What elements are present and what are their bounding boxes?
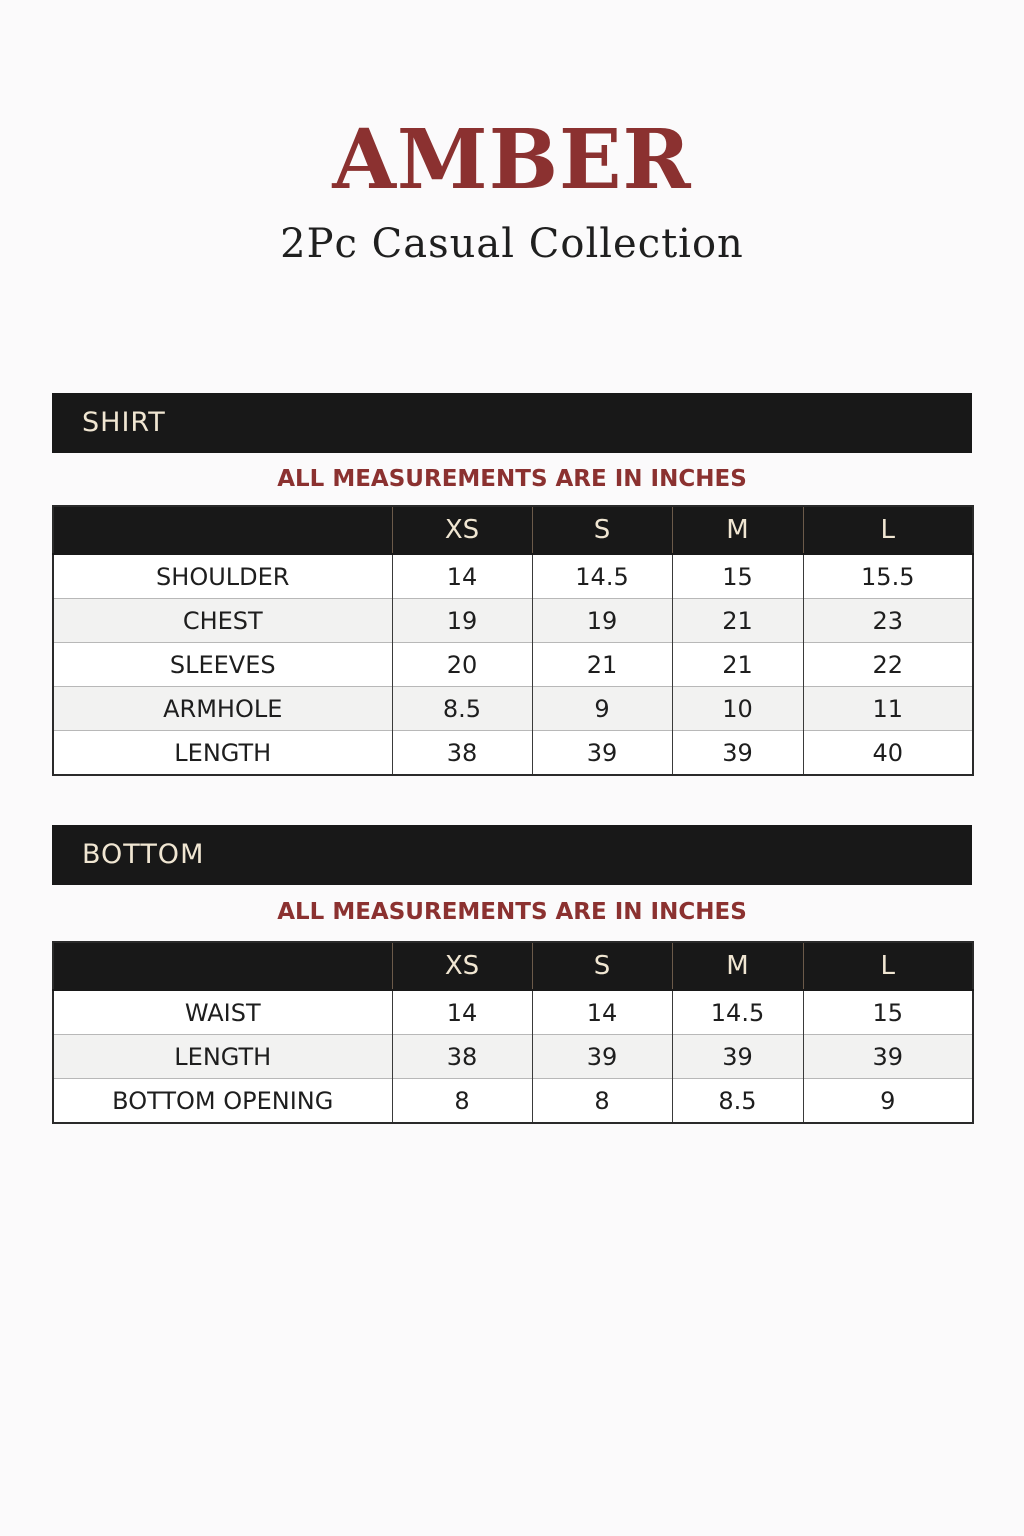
row-label: SHOULDER xyxy=(53,554,392,599)
cell-value: 15 xyxy=(803,990,973,1035)
header-cell-l: L xyxy=(803,506,973,554)
collection-subtitle: 2Pc Casual Collection xyxy=(280,221,744,267)
cell-value: 20 xyxy=(392,643,532,687)
table-header-row xyxy=(53,942,973,990)
bottom-unit-note: ALL MEASUREMENTS ARE IN INCHES xyxy=(277,899,747,925)
cell-value: 11 xyxy=(803,687,973,731)
table-row xyxy=(53,643,973,687)
cell-value: 8 xyxy=(532,1079,672,1124)
row-label: CHEST xyxy=(53,599,392,643)
cell-value: 14 xyxy=(392,554,532,599)
cell-value: 22 xyxy=(803,643,973,687)
shirt-size-table xyxy=(52,505,974,776)
shirt-section-bar xyxy=(52,393,972,453)
row-label: BOTTOM OPENING xyxy=(53,1079,392,1124)
row-label: SLEEVES xyxy=(53,643,392,687)
cell-value: 8.5 xyxy=(392,687,532,731)
cell-value: 14 xyxy=(392,990,532,1035)
cell-value: 9 xyxy=(532,687,672,731)
table-row xyxy=(53,599,973,643)
cell-value: 9 xyxy=(803,1079,973,1124)
shirt-unit-note: ALL MEASUREMENTS ARE IN INCHES xyxy=(277,466,747,492)
table-row xyxy=(53,1035,973,1079)
cell-value: 38 xyxy=(392,731,532,776)
table-row xyxy=(53,990,973,1035)
header-cell-s: S xyxy=(532,942,672,990)
table-row xyxy=(53,554,973,599)
cell-value: 39 xyxy=(672,731,803,776)
header-cell-l: L xyxy=(803,942,973,990)
row-label: ARMHOLE xyxy=(53,687,392,731)
header-cell-m: M xyxy=(672,942,803,990)
bottom-section-bar xyxy=(52,825,972,885)
header-cell-label xyxy=(53,506,392,554)
cell-value: 38 xyxy=(392,1035,532,1079)
cell-value: 14.5 xyxy=(532,554,672,599)
shirt-section-label: SHIRT xyxy=(82,407,166,438)
row-label: LENGTH xyxy=(53,1035,392,1079)
cell-value: 14 xyxy=(532,990,672,1035)
cell-value: 23 xyxy=(803,599,973,643)
bottom-size-table xyxy=(52,941,974,1124)
cell-value: 39 xyxy=(532,731,672,776)
cell-value: 19 xyxy=(532,599,672,643)
cell-value: 39 xyxy=(672,1035,803,1079)
header-cell-xs: XS xyxy=(392,506,532,554)
cell-value: 14.5 xyxy=(672,990,803,1035)
table-row xyxy=(53,731,973,776)
bottom-section-label: BOTTOM xyxy=(82,839,205,870)
cell-value: 10 xyxy=(672,687,803,731)
header-cell-s: S xyxy=(532,506,672,554)
table-row xyxy=(53,687,973,731)
cell-value: 39 xyxy=(532,1035,672,1079)
row-label: LENGTH xyxy=(53,731,392,776)
brand-title: AMBER xyxy=(332,112,692,208)
cell-value: 21 xyxy=(672,599,803,643)
header-cell-label xyxy=(53,942,392,990)
table-row xyxy=(53,1079,973,1124)
cell-value: 39 xyxy=(803,1035,973,1079)
cell-value: 15 xyxy=(672,554,803,599)
cell-value: 15.5 xyxy=(803,554,973,599)
cell-value: 8.5 xyxy=(672,1079,803,1124)
header-cell-xs: XS xyxy=(392,942,532,990)
header-cell-m: M xyxy=(672,506,803,554)
cell-value: 21 xyxy=(672,643,803,687)
cell-value: 40 xyxy=(803,731,973,776)
row-label: WAIST xyxy=(53,990,392,1035)
table-header-row xyxy=(53,506,973,554)
cell-value: 19 xyxy=(392,599,532,643)
cell-value: 8 xyxy=(392,1079,532,1124)
cell-value: 21 xyxy=(532,643,672,687)
